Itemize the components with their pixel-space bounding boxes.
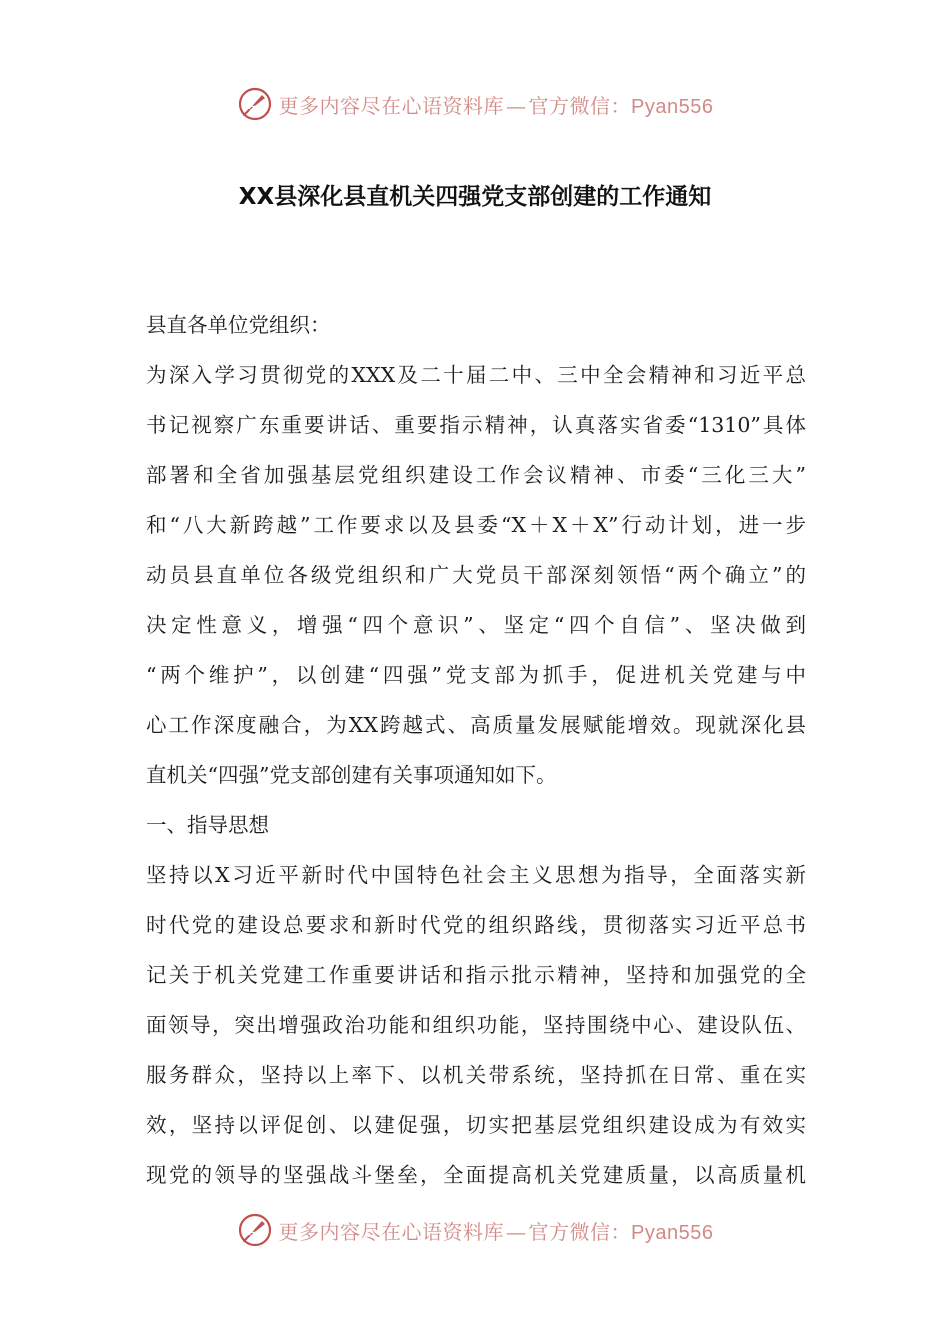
paragraph-line: 直机关“四强”党支部创建有关事项通知如下。	[146, 763, 557, 787]
document-body	[146, 300, 806, 1200]
paragraph-line: 坚持以X习近平新时代中国特色社会主义思想为指导，全面落实新	[146, 863, 806, 887]
salutation: 县直各单位党组织：	[146, 313, 331, 337]
paragraph-line: 现党的领导的坚强战斗堡垒，全面提高机关党建质量，以高质量机	[146, 1163, 806, 1187]
quill-logo-icon	[237, 1212, 273, 1248]
paragraph-line: 为深入学习贯彻党的XXX及二十届二中、三中全会精神和习近平总	[146, 363, 806, 387]
paragraph-line: 书记视察广东重要讲话、重要指示精神，认真落实省委“1310”具体	[146, 413, 806, 437]
quill-logo-icon	[237, 86, 273, 122]
paragraph-line: 面领导，突出增强政治功能和组织功能，坚持围绕中心、建设队伍、	[146, 1013, 806, 1037]
paragraph-line: 和“八大新跨越”工作要求以及县委“X＋X＋X”行动计划，进一步	[146, 513, 806, 537]
paragraph-line: 服务群众，坚持以上率下、以机关带系统，坚持抓在日常、重在实	[146, 1063, 806, 1087]
paragraph-line: 动员县直单位各级党组织和广大党员干部深刻领悟“两个确立”的	[146, 563, 806, 587]
paragraph-line: 心工作深度融合，为XX跨越式、高质量发展赋能增效。现就深化县	[146, 713, 806, 737]
header-watermark	[0, 84, 950, 124]
paragraph-line: 部署和全省加强基层党组织建设工作会议精神、市委“三化三大”	[146, 463, 806, 487]
paragraph-guiding-thought	[146, 850, 806, 1200]
paragraph-line: 效，坚持以评促创、以建促强，切实把基层党组织建设成为有效实	[146, 1113, 806, 1137]
watermark-text: 更多内容尽在心语资料库 — 官方微信：Pyan556	[278, 1219, 714, 1244]
paragraph-line: 时代党的建设总要求和新时代党的组织路线，贯彻落实习近平总书	[146, 913, 806, 937]
footer-watermark	[0, 1210, 950, 1250]
watermark-text: 更多内容尽在心语资料库 — 官方微信：Pyan556	[278, 93, 714, 118]
paragraph-line: 决定性意义，增强“四个意识”、坚定“四个自信”、坚决做到	[146, 613, 806, 637]
paragraph-line: 记关于机关党建工作重要讲话和指示批示精神，坚持和加强党的全	[146, 963, 806, 987]
document-title: XX县深化县直机关四强党支部创建的工作通知	[238, 184, 712, 210]
section-heading: 一、指导思想	[146, 813, 269, 837]
paragraph-line: “两个维护”，以创建“四强”党支部为抓手，促进机关党建与中	[146, 663, 806, 687]
paragraph-intro	[146, 350, 806, 800]
